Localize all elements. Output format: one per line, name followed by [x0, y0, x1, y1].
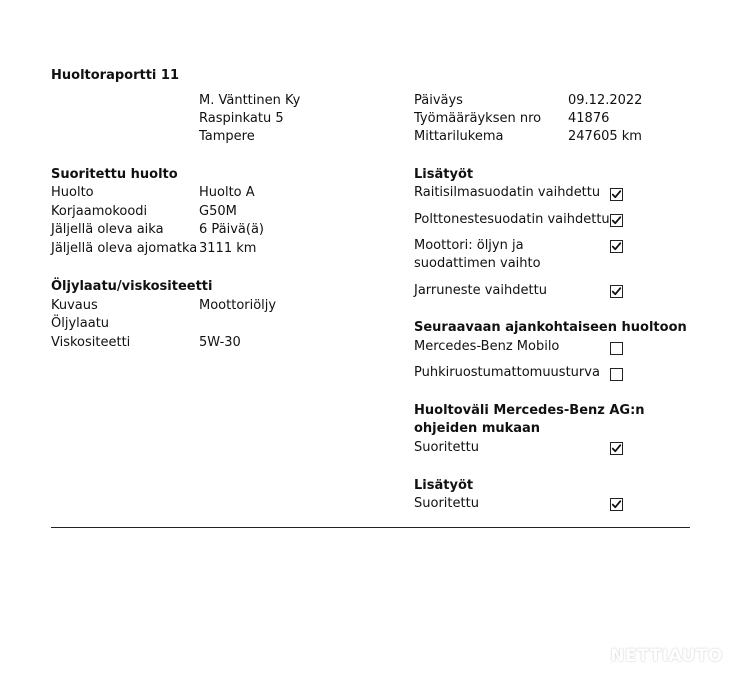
shop-city: Tampere: [199, 129, 255, 144]
divider: [51, 527, 690, 528]
oil-heading: Öljylaatu/viskositeetti: [51, 279, 213, 294]
info-value: 41876: [568, 111, 610, 126]
interval-item: Suoritettu: [414, 440, 479, 455]
service-label: Huolto: [51, 185, 94, 200]
extra-work2-heading: Lisätyöt: [414, 478, 474, 493]
oil-value: 5W-30: [199, 335, 241, 350]
service-label: Jäljellä oleva ajomatka: [51, 241, 198, 256]
oil-value: Moottoriöljy: [199, 298, 277, 313]
checkmark-icon: [611, 499, 622, 510]
shop-name: M. Vänttinen Ky: [199, 93, 301, 108]
info-label: Työmääräyksen nro: [414, 111, 542, 126]
service-label: Jäljellä oleva aika: [51, 222, 164, 237]
checkbox[interactable]: [610, 214, 623, 227]
checkbox[interactable]: [610, 285, 623, 298]
watermark: NETTIAUTO: [610, 646, 723, 666]
extra-work-item: Raitisilmasuodatin vaihdettu: [414, 185, 601, 200]
checkmark-icon: [611, 286, 622, 297]
extra-work-item: Moottori: öljyn ja suodattimen vaihto: [414, 238, 541, 271]
extra-work2-item: Suoritettu: [414, 496, 479, 511]
checkbox[interactable]: [610, 240, 623, 253]
service-heading: Suoritettu huolto: [51, 167, 178, 182]
checkmark-icon: [611, 215, 622, 226]
shop-street: Raspinkatu 5: [199, 111, 284, 126]
service-label: Korjaamokoodi: [51, 204, 148, 219]
extra-work-item: Polttonestesuodatin vaihdettu: [414, 212, 610, 227]
checkbox[interactable]: [610, 498, 623, 511]
info-label: Päiväys: [414, 93, 463, 108]
info-value: 09.12.2022: [568, 93, 643, 108]
next-service-heading: Seuraavaan ajankohtaiseen huoltoon: [414, 320, 687, 335]
checkmark-icon: [611, 443, 622, 454]
service-value: 6 Päivä(ä): [199, 222, 265, 237]
service-value: 3111 km: [199, 241, 257, 256]
info-label: Mittarilukema: [414, 129, 504, 144]
next-service-item: Puhkiruostumattomuusturva: [414, 365, 600, 380]
report-title: Huoltoraportti 11: [51, 68, 180, 83]
interval-heading: Huoltoväli Mercedes-Benz AG:n ohjeiden mukaan: [414, 403, 645, 436]
next-service-item: Mercedes-Benz Mobilo: [414, 339, 560, 354]
oil-label: Kuvaus: [51, 298, 98, 313]
checkbox[interactable]: [610, 442, 623, 455]
service-value: Huolto A: [199, 185, 255, 200]
service-value: G50M: [199, 204, 237, 219]
info-value: 247605 km: [568, 129, 642, 144]
checkbox[interactable]: [610, 188, 623, 201]
checkmark-icon: [611, 189, 622, 200]
extra-work-heading: Lisätyöt: [414, 167, 474, 182]
oil-label: Viskositeetti: [51, 335, 131, 350]
extra-work-item: Jarruneste vaihdettu: [414, 283, 547, 298]
oil-label: Öljylaatu: [51, 316, 110, 331]
checkbox[interactable]: [610, 342, 623, 355]
checkmark-icon: [611, 241, 622, 252]
checkbox[interactable]: [610, 368, 623, 381]
